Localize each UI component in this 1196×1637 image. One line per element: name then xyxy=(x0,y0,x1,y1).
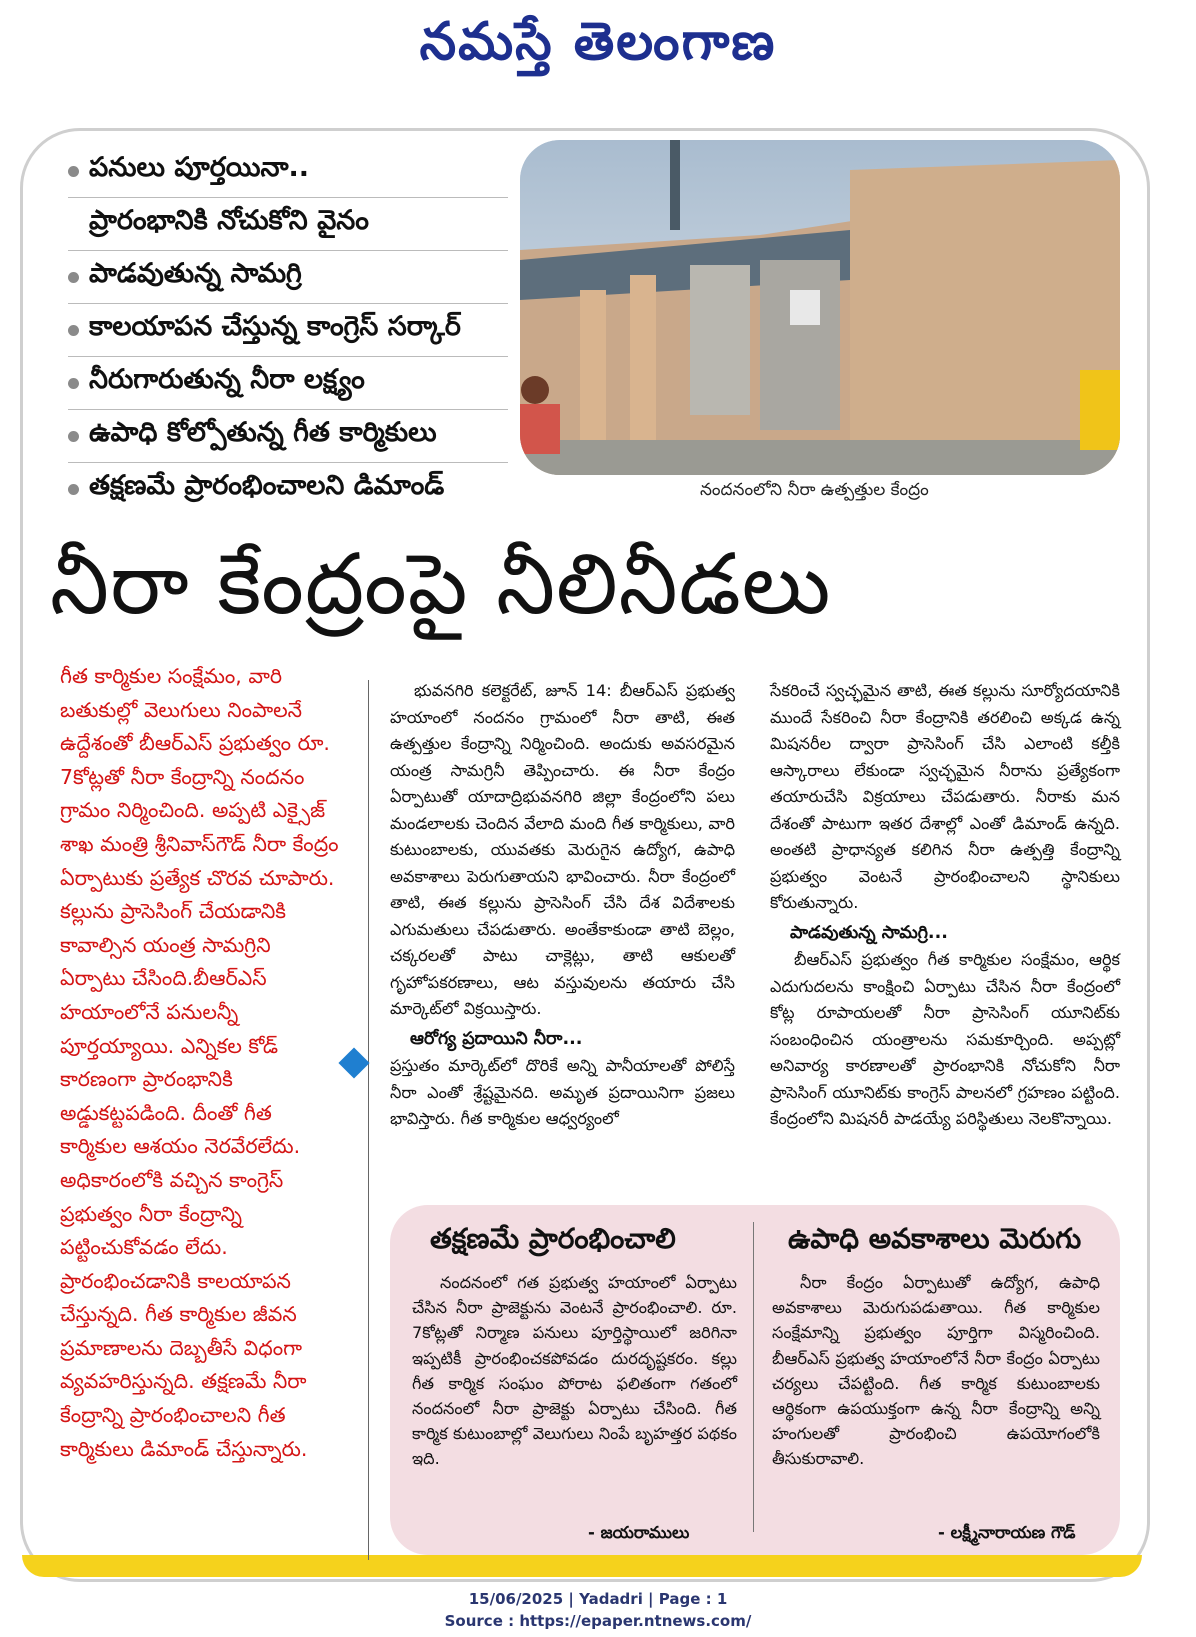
bullet-dot-icon xyxy=(68,166,79,177)
bullet-dot-icon xyxy=(68,378,79,389)
body-column-2 xyxy=(390,678,735,1133)
column-divider xyxy=(368,680,369,1560)
bullet-item: కాలయాపన చేస్తున్న కాంగ్రెస్ సర్కార్ xyxy=(68,304,508,357)
sub-heading: ఆరోగ్య ప్రదాయిని నీరా... xyxy=(410,1028,583,1049)
bullet-item: నీరుగారుతున్న నీరా లక్ష్యం xyxy=(68,357,508,410)
bullet-dot-icon xyxy=(68,484,79,495)
body-paragraph: ప్రస్తుతం మార్కెట్‌లో దొరికే అన్ని పానీయాలతో పోలిస్తే నీరా ఎంతో శ్రేష్టమైనది. అమృత ప్రదాయినిగా ప్రజలు భావిస్తారు. గీత కార్మికుల ఆధ్వర్యంలో xyxy=(390,1056,735,1128)
quote-title-right: ఉపాధి అవకాశాలు మెరుగు xyxy=(788,1222,1082,1255)
bullet-dot-icon xyxy=(68,272,79,283)
quote-text-right: నీరా కేంద్రం ఏర్పాటుతో ఉద్యోగ, ఉపాధి అవకాశాలు మెరుగుపడుతాయి. గీత కార్మికుల సంక్షేమాన్ని ప్రభుత్వం పూర్తిగా విస్మరించింది. బీఆర్ఎస్ ప్రభుత్వ హయాంలోనే నీరా కేంద్రం ఏర్పాటు చర్యలు చేపట్టింది. గీత కార్మిక కుటుంబాలకు ఆర్థికంగా ఉపయుక్తంగా ఉన్న నీరా కేంద్రాన్ని అన్ని హంగులతో ప్రారంభించి ఉపయోగంలోకి తీసుకురావాలి. xyxy=(772,1273,1100,1469)
masthead-logo: నమస్తే తెలంగాణ xyxy=(419,12,777,72)
bullet-item: పనులు పూర్తయినా.. xyxy=(68,145,508,198)
bullet-item: ఉపాధి కోల్పోతున్న గీత కార్మికులు xyxy=(68,410,508,463)
body-paragraph: సేకరించే స్వచ్ఛమైన తాటి, ఈత కల్లును సూర్యోదయానికి ముందే సేకరించి నీరా కేంద్రానికి తరలించి అక్కడ ఉన్న మిషనరీల ద్వారా ప్రాసెసింగ్ చేసి ఎలాంటి కల్తీకి ఆస్కారాలు లేకుండా స్వచ్ఛమైన నీరాను ప్రత్యేకంగా తయారుచేసి విక్రయాలు చేపడుతారు. నీరాకు మన దేశంతో పాటుగా ఇతర దేశాల్లో ఎంతో డిమాండ్ ఉన్నది. అంతటి ప్రాధాన్యత కలిగిన నీరా ఉత్పత్తి కేంద్రాన్ని ప్రభుత్వం వెంటనే ప్రారంభించాలని స్థానికులు కోరుతున్నారు. xyxy=(770,681,1120,912)
quote-signature-left: - జయరాములు xyxy=(588,1523,690,1542)
sub-heading: పాడవుతున్న సామగ్రి... xyxy=(790,922,948,943)
quote-box-divider xyxy=(753,1222,754,1532)
body-column-3 xyxy=(770,678,1120,1133)
bullet-item: తక్షణమే ప్రారంభించాలని డిమాండ్ xyxy=(68,463,508,515)
article-photo xyxy=(520,140,1120,475)
photo-caption: నందనంలోని నీరా ఉత్పత్తుల కేంద్రం xyxy=(700,480,929,500)
lead-paragraph: గీత కార్మికుల సంక్షేమం, వారి బతుకుల్లో వెలుగులు నింపాలనే ఉద్దేశంతో బీఆర్ఎస్ ప్రభుత్వం రూ. 7కోట్లతో నీరా కేంద్రాన్ని నందనం గ్రామం నిర్మించింది. అప్పటి ఎక్సైజ్ శాఖ మంత్రి శ్రీనివాస్‌గౌడ్ నీరా కేంద్రం ఏర్పాటుకు ప్రత్యేక చొరవ చూపారు. కల్లును ప్రాసెసింగ్ చేయడానికి కావాల్సిన యంత్ర సామగ్రిని ఏర్పాటు చేసింది.బీఆర్ఎస్ హయాంలోనే పనులన్నీ పూర్తయ్యాయి. ఎన్నికల కోడ్ కారణంగా ప్రారంభానికి అడ్డుకట్టపడింది. దీంతో గీత కార్మికుల ఆశయం నెరవేరలేదు. అధికారంలోకి వచ్చిన కాంగ్రెస్ ప్రభుత్వం నీరా కేంద్రాన్ని పట్టించుకోవడం లేదు. ప్రారంభించడానికి కాలయాపన చేస్తున్నది. గీత కార్మికుల జీవన ప్రమాణాలను దెబ్బతీసే విధంగా వ్యవహరిస్తున్నది. తక్షణమే నీరా కేంద్రాన్ని ప్రారంభించాలని గీత కార్మికులు డిమాండ్ చేస్తున్నారు. xyxy=(60,664,339,1461)
quote-title-left: తక్షణమే ప్రారంభించాలి xyxy=(430,1222,676,1255)
footer-date-line: 15/06/2025 | Yadadri | Page : 1 xyxy=(468,1590,728,1608)
bullet-item: ప్రారంభానికి నోచుకోని వైనం xyxy=(68,198,508,251)
quote-signature-right: - లక్ష్మీనారాయణ గౌడ్ xyxy=(938,1523,1076,1542)
bullet-item: పాడవుతున్న సామగ్రి xyxy=(68,251,508,304)
body-paragraph: బీఆర్ఎస్ ప్రభుత్వం గీత కార్మికుల సంక్షేమం, ఆర్థిక ఎదుగుదలను కాంక్షించి ఏర్పాటు చేసిన నీరా కేంద్రంలో కోట్ల రూపాయలతో నీరా ప్రాసెసింగ్ యూనిట్‌కు సంబంధించిన యంత్రాలను సమకూర్చింది. అప్పట్లో అనివార్య కారణాలతో ప్రారంభానికి నోచుకోని నీరా ప్రాసెసింగ్ యూనిట్‌కు కాంగ్రెస్ పాలనలో గ్రహణం పట్టింది. కేంద్రంలోని మిషనరీ పాడయ్యే పరిస్థితులు నెలకొన్నాయి. xyxy=(770,950,1120,1128)
body-paragraph: భువనగిరి కలెక్టరేట్, జూన్ 14: బీఆర్ఎస్ ప్రభుత్వ హయాంలో నందనం గ్రామంలో నీరా తాటి, ఈత ఉత్పత్తుల కేంద్రాన్ని నిర్మించింది. అందుకు అవసరమైన యంత్ర సామగ్రినీ తెప్పించారు. ఈ నీరా కేంద్రం ఏర్పాటుతో యాదాద్రిభువనగిరి జిల్లా కేంద్రంలోని పలు మండలాలకు చెందిన వేలాది మంది గీత కార్మికులు, వారి కుటుంబాలకు, యువతకు మెరుగైన ఉద్యోగ, ఉపాధి అవకాశాలు పెరుగుతాయని భావించారు. నీరా కేంద్రంలో తాటి, ఈత కల్లును ప్రాసెసింగ్ చేసి దేశ విదేశాలకు ఎగుమతులు చేపడుతారు. అంతేకాకుండా తాటి బెల్లం, చక్కరలతో పాటు చాక్లెట్లు, తాటి ఆకులతో గృహోపకరణాలు, ఆట వస్తువులను తయారు చేసి మార్కెట్‌లో విక్రయిస్తారు. xyxy=(390,681,735,1018)
footer-source-line: Source : https://epaper.ntnews.com/ xyxy=(444,1612,752,1630)
bullet-list xyxy=(68,145,508,515)
bullet-dot-icon xyxy=(68,431,79,442)
bullet-dot-icon xyxy=(68,325,79,336)
accent-band xyxy=(22,1555,1142,1577)
quote-text-left: నందనంలో గత ప్రభుత్వ హయాంలో ఏర్పాటు చేసిన నీరా ప్రాజెక్టును వెంటనే ప్రారంభించాలి. రూ. 7కోట్లతో నిర్మాణ పనులు పూర్తిస్థాయిలో జరిగినా ఇప్పటికీ ప్రారంభించకపోవడం దురదృష్టకరం. కల్లు గీత కార్మిక సంఘం పోరాట ఫలితంగా గతంలో నందనంలో నీరా ప్రాజెక్టు ఏర్పాటు చేసింది. గీత కార్మిక కుటుంబాల్లో వెలుగులు నింపే బృహత్తర పథకం ఇది. xyxy=(412,1273,737,1469)
headline: నీరా కేంద్రంపై నీలినీడలు xyxy=(50,535,832,633)
